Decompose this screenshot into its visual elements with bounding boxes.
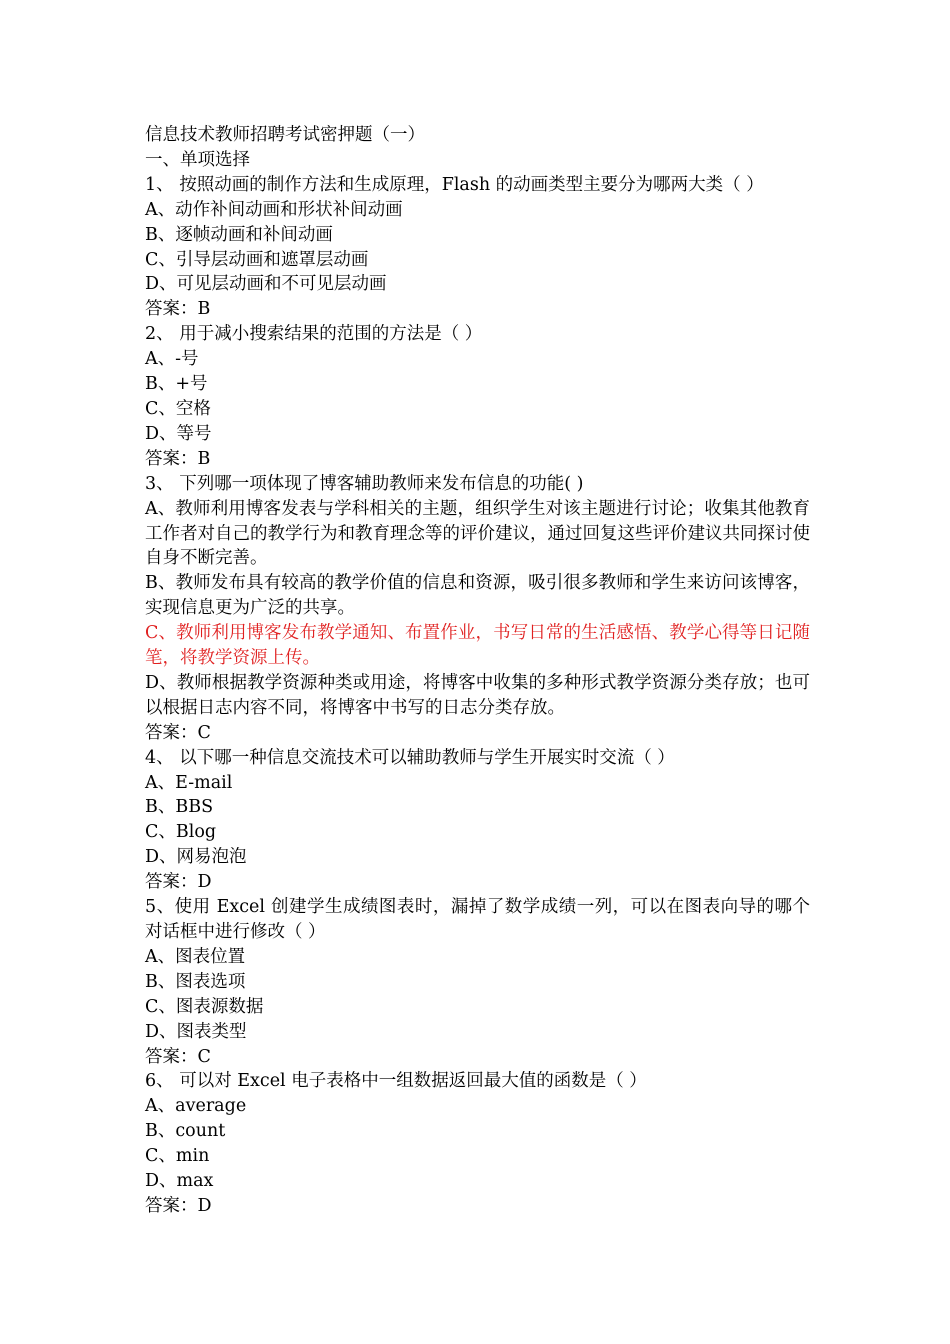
question-5-answer: 答案：C [145,1046,211,1067]
question-6-stem: 6、 可以对 Excel 电子表格中一组数据返回最大值的函数是（ ） [145,1071,647,1092]
question-6-option-d: D、max [145,1171,214,1192]
document-page [145,123,810,1219]
section-heading: 一、单项选择 [145,149,250,170]
question-6-option-a: A、average [145,1096,247,1117]
question-3-option-d: D、教师根据教学资源种类或用途，将博客中收集的多种形式教学资源分类存放；也可以根据日志内容不同，将博客中书写的日志分类存放。 [145,672,810,718]
question-6-answer: 答案：D [145,1195,212,1216]
question-3-answer: 答案：C [145,722,211,743]
document-title: 信息技术教师招聘考试密押题（一） [145,125,425,145]
question-2-stem: 2、 用于减小搜索结果的范围的方法是（ ） [145,324,483,345]
question-3-option-a: A、教师利用博客发表与学科相关的主题，组织学生对该主题进行讨论；收集其他教育工作者对自己的教学行为和教育理念等的评价建议，通过回复这些评价建议共同探讨使自身不断完善。 [145,498,810,569]
question-4-answer: 答案：D [145,872,212,893]
question-2-option-b: B、+号 [145,374,208,395]
question-3-option-c-highlighted: C、教师利用博客发布教学通知、布置作业，书写日常的生活感悟、教学心得等日记随笔，将教学资源上传。 [145,623,810,669]
question-2-answer: 答案：B [145,448,211,469]
question-5-option-c: C、图表源数据 [145,996,264,1017]
question-4-option-b: B、BBS [145,797,214,818]
question-1-option-a: A、动作补间动画和形状补间动画 [145,199,403,220]
question-5-stem: 5、使用 Excel 创建学生成绩图表时，漏掉了数学成绩一列，可以在图表向导的哪个对话框中进行修改（ ） [145,897,810,942]
question-1-option-d: D、可见层动画和不可见层动画 [145,274,387,295]
question-6-option-c: C、min [145,1146,210,1167]
question-1-option-c: C、引导层动画和遮罩层动画 [145,249,369,270]
question-6-option-b: B、count [145,1121,226,1142]
question-5-option-d: D、图表类型 [145,1021,247,1042]
question-4-option-a: A、E-mail [145,772,233,793]
question-4-option-c: C、Blog [145,822,217,843]
question-2-option-c: C、空格 [145,398,211,419]
question-4-option-d: D、网易泡泡 [145,847,247,868]
question-1-option-b: B、逐帧动画和补间动画 [145,224,333,245]
question-2-option-d: D、等号 [145,423,212,444]
question-2-option-a: A、-号 [145,349,199,370]
question-1-answer: 答案：B [145,299,211,320]
question-5-option-a: A、图表位置 [145,946,246,967]
question-3-option-b: B、教师发布具有较高的教学价值的信息和资源，吸引很多教师和学生来访问该博客，实现信息更为广泛的共享。 [145,573,810,619]
question-4-stem: 4、 以下哪一种信息交流技术可以辅助教师与学生开展实时交流（ ） [145,747,675,768]
question-3-stem: 3、 下列哪一项体现了博客辅助教师来发布信息的功能( ) [145,473,584,494]
question-5-option-b: B、图表选项 [145,971,246,992]
question-1-stem: 1、 按照动画的制作方法和生成原理，Flash 的动画类型主要分为哪两大类（ ） [145,174,764,195]
